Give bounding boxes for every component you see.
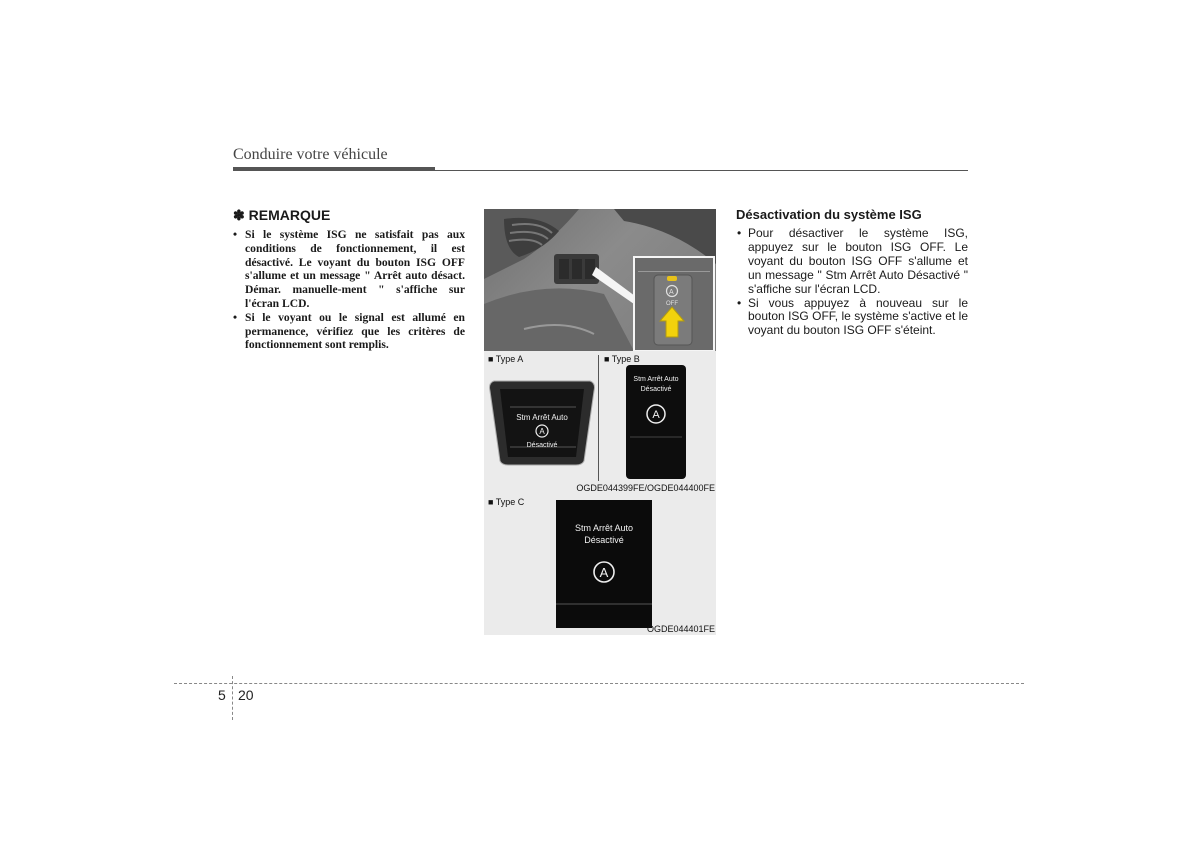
page-number: 20 [238, 687, 254, 703]
section-item: • Pour désactiver le système ISG, appuyez sur le bouton ISG OFF. Le voyant du bouton ISG OFF s'allume et un message " Stm Arrêt Auto Désactivé " s'affiche sur l'écran LCD. [736, 227, 968, 297]
chapter-number: 5 [218, 687, 226, 703]
footer-separator [232, 676, 233, 720]
remark-item: • Si le voyant ou le signal est allumé en permanence, vérifiez que les critères de fonctionnement sont remplis. [233, 311, 465, 352]
indicator-lamp-shape [667, 276, 677, 281]
remark-list [233, 228, 465, 352]
remark-item: • Si le système ISG ne satisfait pas aux conditions de fonctionnement, il est désactivé. Le voyant du bouton ISG OFF s'allume et un message " Arrêt auto désact. Démar. manuelle-ment " s'affiche sur l'écran LCD. [233, 228, 465, 311]
page-header-title: Conduire votre véhicule [233, 146, 388, 163]
section-heading: Désactivation du système ISG [736, 207, 922, 222]
remark-title: ✽ REMARQUE [233, 207, 331, 223]
type-a-label: ■ Type A [488, 354, 524, 364]
panel-type-c [484, 494, 716, 635]
press-arrow-icon [660, 307, 684, 337]
type-b-screen-line1: Stm Arrêt Auto [633, 376, 679, 383]
figure-isg-off [484, 209, 716, 635]
type-a-screen-symbol: A [539, 427, 545, 436]
dashboard-photo [484, 209, 716, 351]
type-b-screen-line2: Désactivé [640, 386, 672, 393]
isg-symbol: A [669, 289, 674, 296]
type-b-screen-symbol: A [652, 409, 660, 421]
header-rule-thin [435, 170, 968, 171]
type-c-screen-line2: Désactivé [584, 535, 624, 545]
isg-button-overlay [484, 209, 716, 351]
type-b-label: ■ Type B [604, 354, 640, 364]
panel-divider [598, 355, 599, 481]
isg-off-button-label: OFF [666, 301, 678, 307]
figure-caption-c: OGDE044401FE [646, 624, 715, 634]
type-b-display [626, 365, 688, 481]
footer-rule [174, 683, 1024, 684]
type-a-screen-line2: Désactivé [526, 442, 558, 449]
header-rule-thick [233, 167, 435, 171]
type-a-screen-line1: Stm Arrêt Auto [516, 413, 568, 422]
section-item: • Si vous appuyez à nouveau sur le bouton ISG OFF, le système s'active et le voyant du bouton ISG OFF s'éteint. [736, 297, 968, 339]
type-c-screen-line1: Stm Arrêt Auto [574, 523, 634, 533]
remark-box [233, 207, 465, 352]
isg-deactivation-section [736, 207, 968, 338]
type-c-screen-symbol: A [599, 565, 609, 580]
type-c-display [556, 500, 654, 630]
type-a-display [488, 377, 596, 467]
section-list [736, 227, 968, 338]
panel-type-a-b [484, 351, 716, 494]
figure-caption-ab: OGDE044399FE/OGDE044400FE [576, 483, 715, 493]
type-c-label: ■ Type C [488, 497, 525, 507]
